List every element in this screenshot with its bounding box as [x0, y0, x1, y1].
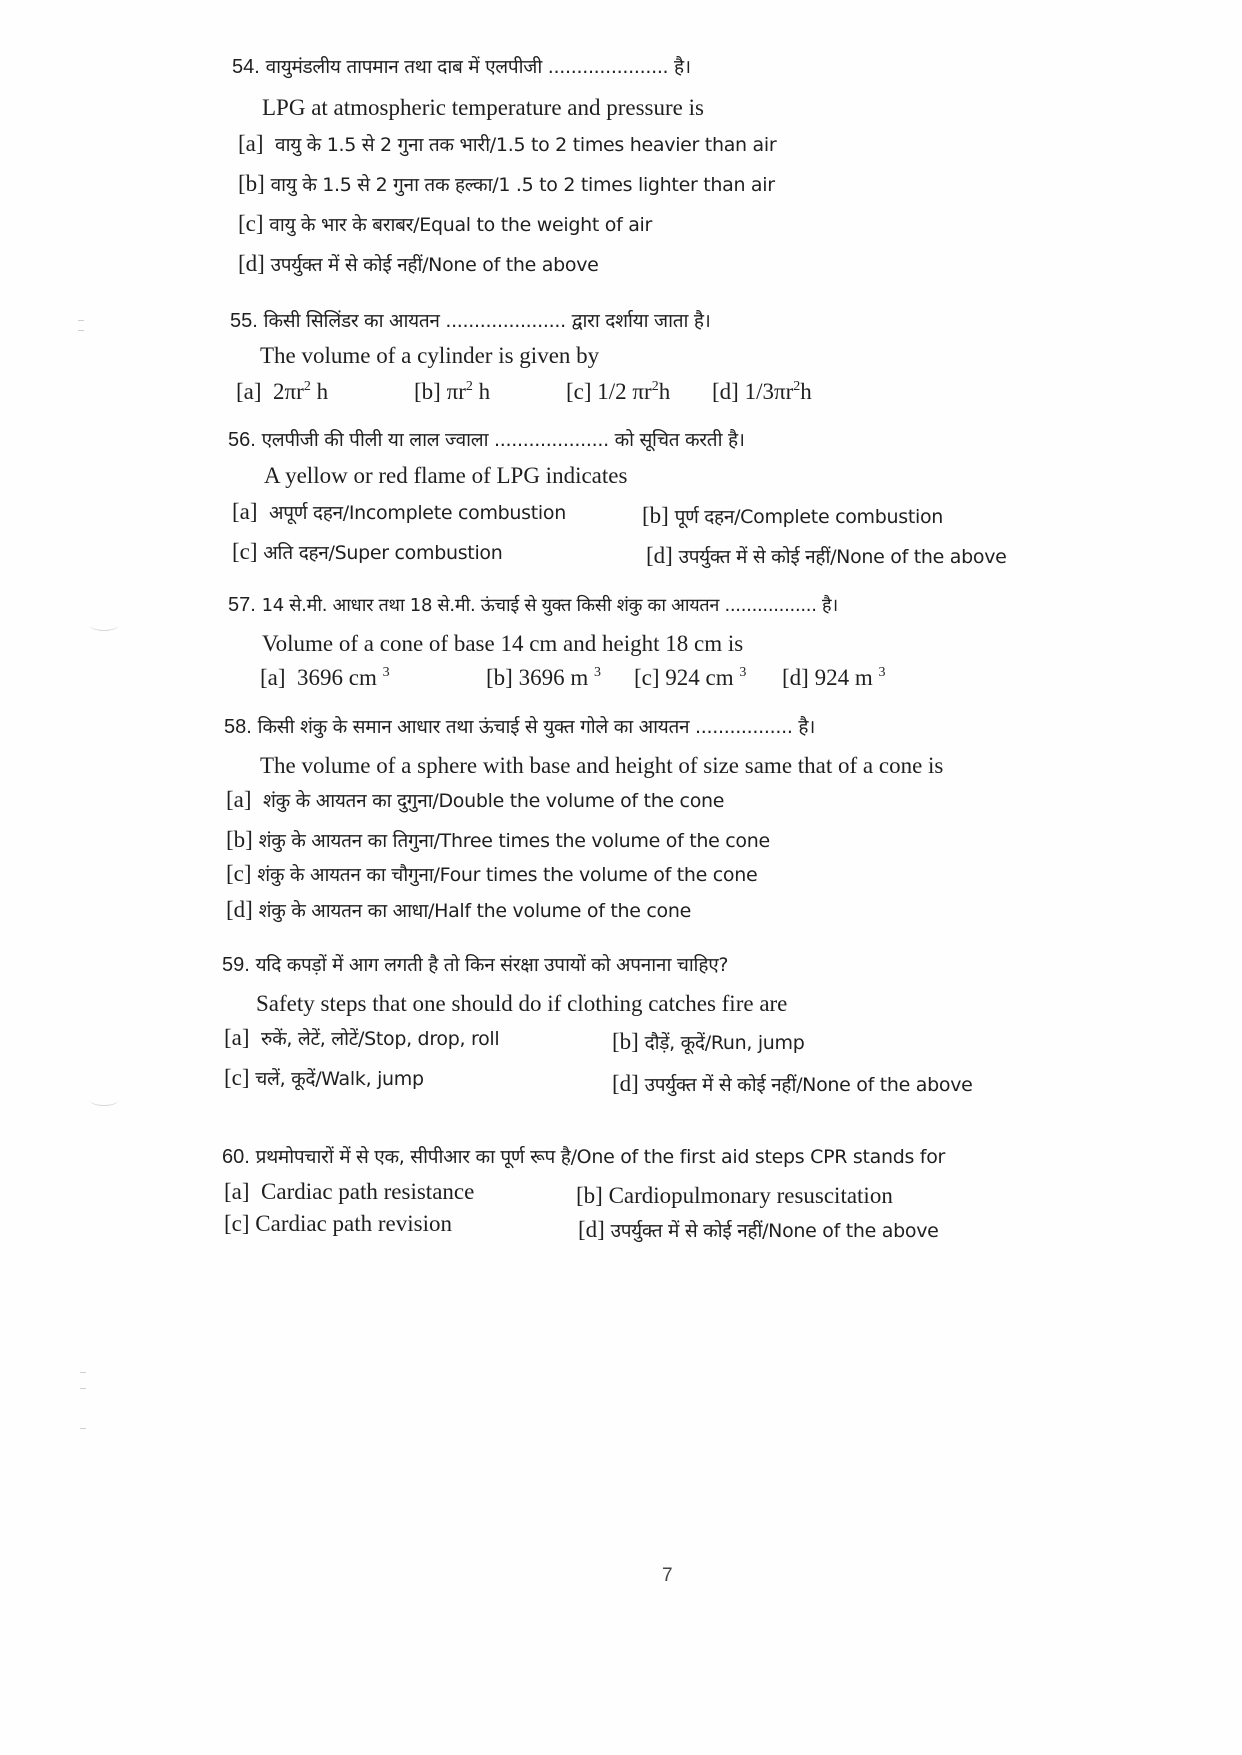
question-english: LPG at atmospheric temperature and pressure is — [262, 95, 704, 120]
question-number: 60. — [222, 1146, 250, 1168]
margin-mark — [78, 330, 84, 331]
question-english: Safety steps that one should do if clothing catches fire are — [256, 991, 788, 1016]
option-b: [b] Cardiopulmonary resuscitation — [576, 1183, 893, 1208]
option-b: [b] पूर्ण दहन/Complete combustion — [642, 503, 944, 528]
option-d: [d] उपर्युक्त में से कोई नहीं/None of the above — [646, 543, 1007, 568]
option-d: [d] उपर्युक्त में से कोई नहीं/None of the above — [578, 1217, 939, 1242]
option-a: [a] अपूर्ण दहन/Incomplete combustion — [232, 499, 566, 524]
option-c: [c] चलें, कूदें/Walk, jump — [224, 1065, 424, 1090]
option-c: [c] 1/2 $\pi r^2h$ — [566, 379, 671, 404]
question-hindi: यदि कपड़ों में आग लगती है तो किन संरक्षा उपायों को अपनाना चाहिए? — [255, 954, 729, 976]
option-c: [c] वायु के भार के बराबर/Equal to the weight of air — [238, 211, 653, 236]
option-a: [a] Cardiac path resistance — [224, 1179, 475, 1204]
option-b: [b] शंकु के आयतन का तिगुना/Three times the volume of the cone — [226, 827, 770, 852]
option-a: [a] $2\pi r^2$ h — [236, 379, 329, 404]
question-number: 57. — [228, 594, 256, 616]
question-hindi: 14 से.मी. आधार तथा 18 से.मी. ऊंचाई से युक्त किसी शंकु का आयतन ................. है। — [261, 595, 838, 616]
option-a: [a] 3696 cm $^3$ — [260, 665, 390, 690]
option-b: [b] वायु के 1.5 से 2 गुना तक हल्का/1 .5 to 2 times lighter than air — [238, 171, 775, 196]
option-d: [d] उपर्युक्त में से कोई नहीं/None of the above — [238, 251, 599, 276]
question-hindi: प्रथमोपचारों में से एक, सीपीआर का पूर्ण रूप है/One of the first aid steps CPR stands for — [255, 1146, 946, 1168]
margin-mark — [80, 1372, 86, 1373]
option-b: [b] दौड़ें, कूदें/Run, jump — [612, 1029, 805, 1054]
option-c: [c] Cardiac path revision — [224, 1211, 452, 1236]
margin-mark — [80, 1388, 86, 1389]
question-number: 54. — [232, 56, 260, 78]
option-d: [d] उपर्युक्त में से कोई नहीं/None of the above — [612, 1071, 973, 1096]
option-a: [a] शंकु के आयतन का दुगुना/Double the volume of the cone — [226, 787, 725, 812]
question-number: 59. — [222, 954, 250, 976]
option-c: [c] अति दहन/Super combustion — [232, 539, 503, 564]
punch-hole-mark — [90, 1095, 118, 1106]
option-b: [b] 3696 m $^3$ — [486, 665, 601, 690]
question-hindi: वायुमंडलीय तापमान तथा दाब में एलपीजी ..................... है। — [265, 56, 691, 78]
option-c: [c] 924 cm $^3$ — [634, 665, 747, 690]
question-hindi: किसी शंकु के समान आधार तथा ऊंचाई से युक्त गोले का आयतन ................. है। — [257, 716, 816, 738]
page-number: 7 — [662, 1565, 673, 1586]
option-a: [a] वायु के 1.5 से 2 गुना तक भारी/1.5 to 2 times heavier than air — [238, 131, 777, 156]
question-english: A yellow or red flame of LPG indicates — [264, 463, 628, 488]
option-b: [b] $\pi r^2$ h — [414, 379, 491, 404]
question-number: 56. — [228, 429, 256, 451]
option-c: [c] शंकु के आयतन का चौगुना/Four times the volume of the cone — [226, 861, 758, 886]
margin-mark — [78, 320, 84, 321]
question-number: 55. — [230, 310, 258, 332]
margin-mark — [80, 1428, 86, 1429]
option-a: [a] रुकें, लेटें, लोटें/Stop, drop, roll — [224, 1025, 500, 1050]
question-hindi: किसी सिलिंडर का आयतन ..................... द्वारा दर्शाया जाता है। — [263, 310, 711, 332]
question-english: The volume of a sphere with base and height of size same that of a cone is — [260, 753, 944, 778]
punch-hole-mark — [90, 620, 118, 631]
question-hindi: एलपीजी की पीली या लाल ज्वाला .................... को सूचित करती है। — [261, 429, 745, 451]
question-number: 58. — [224, 716, 252, 738]
question-english: The volume of a cylinder is given by — [260, 343, 600, 368]
option-d: [d] 924 m $^3$ — [782, 665, 886, 690]
option-d: [d] $1/3\pi r^2h$ — [712, 379, 812, 404]
option-d: [d] शंकु के आयतन का आधा/Half the volume of the cone — [226, 897, 691, 922]
question-english: Volume of a cone of base 14 cm and height 18 cm is — [262, 631, 744, 656]
